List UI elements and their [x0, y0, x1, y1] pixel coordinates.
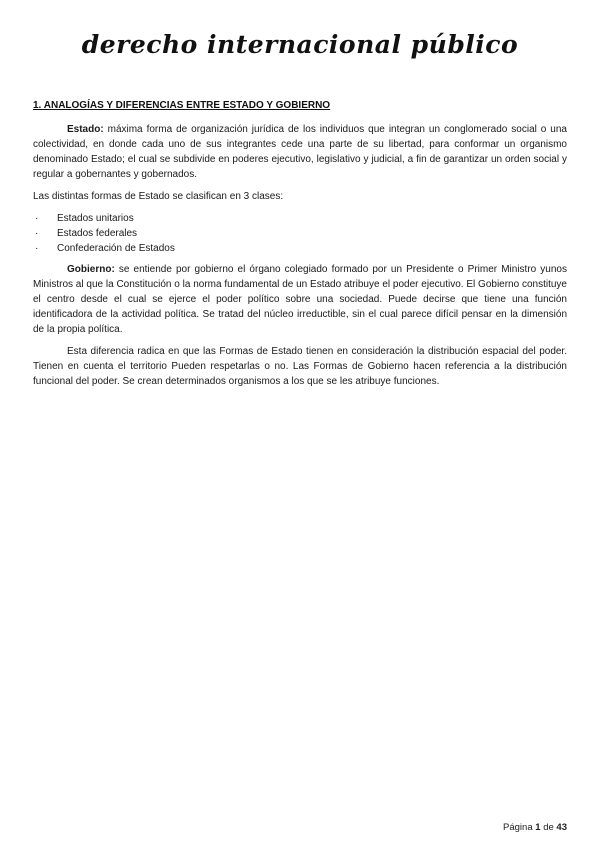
document-content: [33, 98, 567, 396]
gobierno-paragraph: [33, 262, 567, 337]
gobierno-term: Gobierno:: [67, 264, 115, 275]
bullet-icon: ·: [35, 228, 39, 239]
clases-intro: Las distintas formas de Estado se clasifican en 3 clases:: [33, 191, 284, 202]
page-label: Página: [503, 822, 533, 833]
section-heading: 1. ANALOGÍAS Y DIFERENCIAS ENTRE ESTADO Y GOBIERNO: [33, 100, 331, 111]
estado-paragraph: [33, 122, 567, 182]
clases-list: [33, 211, 567, 256]
list-item-label: Estados federales: [57, 228, 138, 239]
list-item: [33, 226, 567, 241]
bullet-icon: ·: [35, 213, 39, 224]
bullet-icon: ·: [35, 243, 39, 254]
page-of-label: de: [543, 822, 554, 833]
estado-term: Estado:: [67, 124, 104, 135]
list-item: [33, 211, 567, 226]
current-page-number: 1: [535, 822, 541, 833]
diferencia-paragraph: Esta diferencia radica en que las Formas de Estado tienen en consideración la distribución espacial del poder. Tienen en cuenta el territorio Pueden respetarlas o no. Las Formas de Gobierno hacen referencia a la distribución funcional del poder. Se crean determinados organismos a los que se les atribuye funciones.: [33, 346, 567, 387]
page-footer: [503, 822, 567, 833]
gobierno-definition: se entiende por gobierno el órgano colegiado formado por un Presidente o Primer Ministro yunos Ministros al que la Constitución o la norma fundamental de un Estado atribuye el poder ejecutivo. El Gobierno constituye el centro desde el cual se ejerce el poder político sobre una sociedad. Puede decirse que tiene una función identificadora de la actividad política. Se tratad del núcleo irreductible, sin el cual parece difícil pensar en la dimensión de la propia política.: [33, 264, 567, 335]
document-title: derecho internacional público: [81, 30, 519, 59]
list-item-label: Estados unitarios: [57, 213, 134, 224]
total-pages-number: 43: [556, 822, 567, 833]
estado-definition: máxima forma de organización jurídica de los individuos que integran un conglomerado social o una colectividad, en donde cada uno de sus integrantes cede una parte de su libertad, para conformar un organismo denominado Estado; el cual se subdivide en poderes ejecutivo, legislativo y judicial, a fin de garantizar un orden social y regular a gobernantes y gobernados.: [33, 124, 567, 180]
list-item: [33, 241, 567, 256]
list-item-label: Confederación de Estados: [57, 243, 175, 254]
